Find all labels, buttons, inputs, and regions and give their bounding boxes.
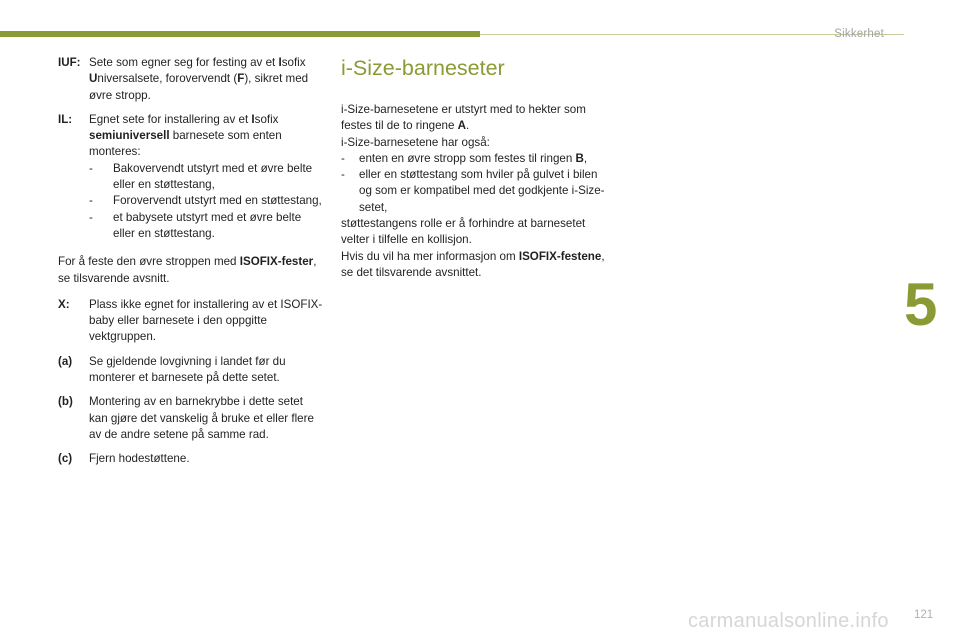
list-item: - et babysete utstyrt med et øvre belte eller en støttestang. [89,210,302,240]
definition-term: (b) [58,395,73,409]
right-column [341,55,611,281]
chapter-number: 5 [904,271,938,338]
definition-il [58,112,324,242]
watermark: carmanualsonline.info [688,610,889,632]
definition-x [58,297,324,346]
definition-text: Egnet sete for installering av et Isofix semiuniversell barnesete som enten monteres: - Bakovervendt utstyrt med et øvre belte eller en støttestang, - Forovervendt utstyrt med en støttestang, - et babysete utstyrt med et øvre belte eller en støttestang. [89,112,324,242]
definition-term: X: [58,297,70,311]
definition-c [58,451,324,467]
body-text: støttestangens rolle er å forhindre at barnesetet velter i tilfelle en kollisjon. [341,217,586,247]
definition-term: IL: [58,112,73,126]
list-item: - enten en øvre stropp som festes til ringen B, [341,151,588,165]
definition-text: Montering av en barnekrybbe i dette setet kan gjøre det vanskelig å bruke et eller flere av de andre setene på samme rad. [89,395,314,441]
section-title: Sikkerhet [834,28,884,40]
header-accent-bar [0,31,480,37]
definition-term: (c) [58,452,73,466]
isofix-paragraph: For å feste den øvre stroppen med ISOFIX-fester, se tilsvarende avsnitt. [58,255,317,285]
page-number: 121 [914,609,934,621]
body-text: i-Size-barnesetene har også: [341,135,490,149]
definition-term: (a) [58,354,73,368]
list-item: - eller en støttestang som hviler på gulvet i bilen og som er kompatibel med det godkjente i-Size-setet, [341,168,605,214]
body-text: i-Size-barnesetene er utstyrt med to hekter som festes til de to ringene A. [341,103,586,133]
definition-text: Sete som egner seg for festing av et Isofix Universalsete, forovervendt (F), sikret med øvre stropp. [89,56,309,102]
list-item: - Forovervendt utstyrt med en støttestang, [89,194,322,208]
definition-iuf [58,55,324,104]
section-heading: i-Size-barneseter [341,56,505,80]
definition-text: Plass ikke egnet for installering av et ISOFIX-baby eller barnesete i den oppgitte vektgruppen. [89,297,323,344]
definition-term: IUF: [58,56,81,69]
definition-text: Se gjeldende lovgivning i landet før du monterer et barnesete på dette setet. [89,354,286,385]
left-column [58,55,324,476]
list-item: - Bakovervendt utstyrt med et øvre belte eller en støttestang, [89,161,313,192]
body-text: Hvis du vil ha mer informasjon om ISOFIX-festene, se det tilsvarende avsnittet. [341,249,605,279]
definition-text: Fjern hodestøttene. [89,452,190,466]
definition-a [58,354,324,387]
definition-b [58,394,324,443]
